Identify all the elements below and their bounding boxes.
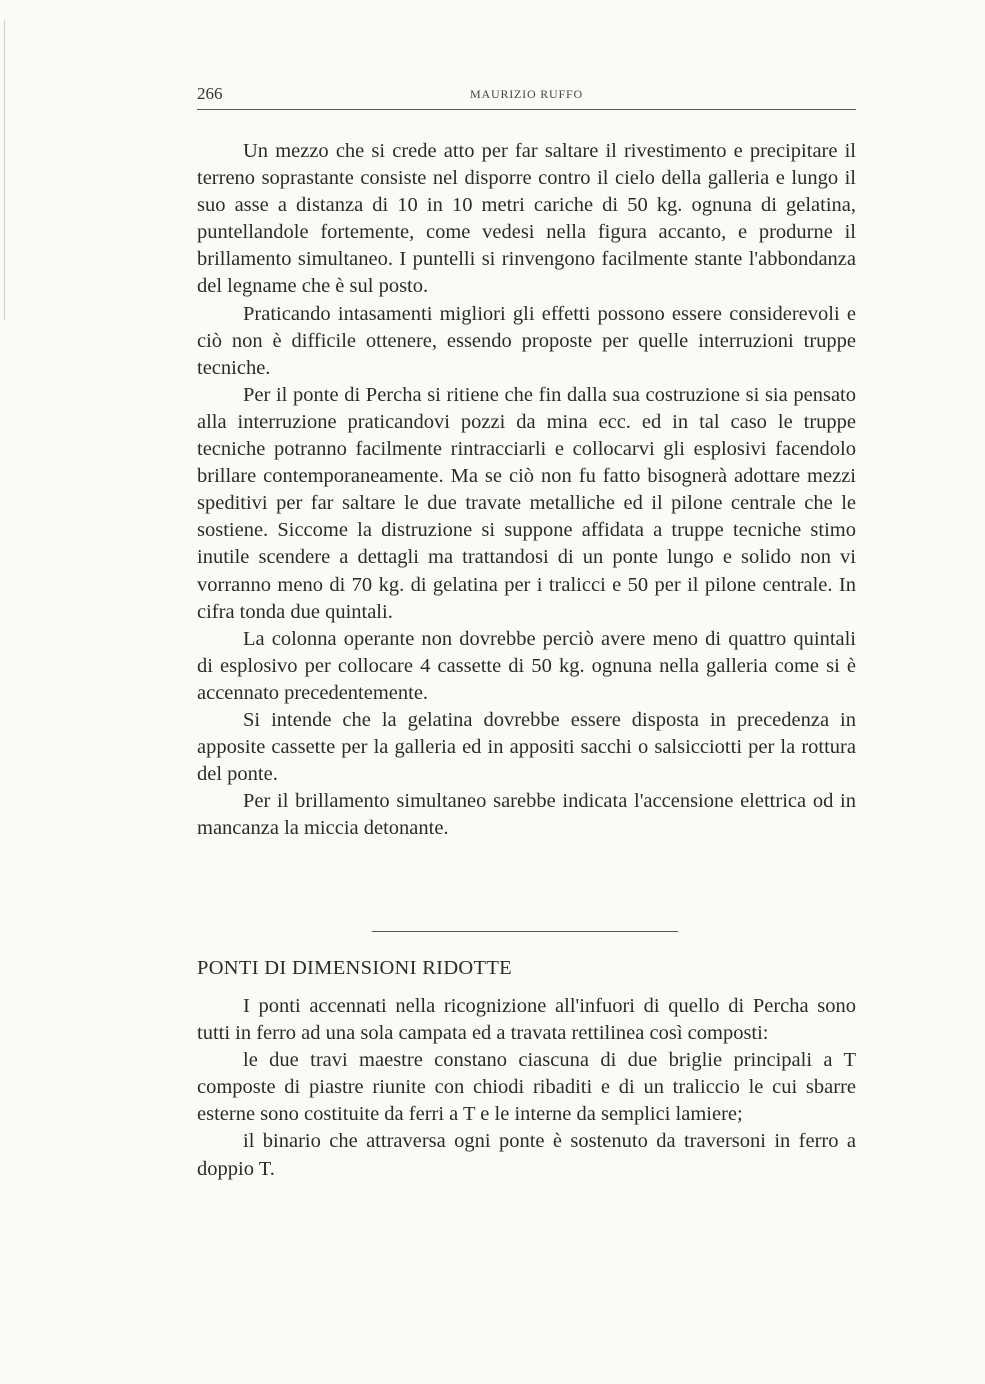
section-divider [372,931,678,932]
page-number: 266 [197,84,223,103]
paragraph: le due travi maestre constano ciascuna di due briglie principali a T composte di piastre riunite con chiodi ribaditi e di un traliccio le cui sbarre esterne sono costituite da ferri a T e le interne da semplici lamiere; [197,1049,856,1126]
paragraph: La colonna operante non dovrebbe perciò avere meno di quattro quintali di esplosivo per collocare 4 cassette di 50 kg. ognuna nella galleria come si è accennato precedentemente. [197,627,856,704]
page-header [197,84,856,108]
binding-edge [4,20,5,320]
paragraph: Praticando intasamenti migliori gli effetti possono essere considerevoli e ciò non è difficile ottenere, essendo proposte per quelle interruzioni truppe tecniche. [197,302,856,379]
paragraph: il binario che attraversa ogni ponte è sostenuto da traversoni in ferro a doppio T. [197,1130,856,1180]
paragraph: Per il ponte di Percha si ritiene che fin dalla sua costruzione si sia pensato alla interruzione praticandovi pozzi da mina ecc. ed in tal caso le truppe tecniche potranno facilmente rintracciarli e collocarvi gli esplosivi facendolo brillare contemporaneamente. Ma se ciò non fu fatto bisognerà adottare mezzi speditivi per far saltare le due travate metalliche ed il pilone centrale che le sostiene. Siccome la distruzione si suppone affidata a truppe tecniche stimo inutile scendere a dettagli ma trattandosi di un ponte lungo e solido non vi vorranno meno di 70 kg. di gelatina per i tralicci e 50 per il pilone centrale. In cifra tonda due quintali. [197,383,856,623]
paragraph: Per il brillamento simultaneo sarebbe indicata l'accensione elettrica od in mancanza la miccia detonante. [197,790,856,840]
section-heading: PONTI DI DIMENSIONI RIDOTTE [197,957,512,979]
running-head: MAURIZIO RUFFO [470,87,583,101]
body-text [197,138,856,842]
paragraph: Un mezzo che si crede atto per far saltare il rivestimento e precipitare il terreno soprastante consiste nel disporre contro il cielo della galleria e lungo il suo asse a distanza di 10 in 10 metri cariche di 50 kg. ognuna di gelatina, puntellandole fortemente, come vedesi nella figura accanto, e produrne il brillamento simultaneo. I puntelli si rinvengono facilmente stante l'abbondanza del legname che è sul posto. [197,140,856,298]
paragraph: I ponti accennati nella ricognizione all'infuori di quello di Percha sono tutti in ferro ad una sola campata ed a travata rettilinea così composti: [197,995,856,1045]
section-text [197,993,856,1183]
header-rule [197,109,856,110]
paragraph: Si intende che la gelatina dovrebbe essere disposta in precedenza in apposite cassette per la galleria ed in appositi sacchi o salsicciotti per la rottura del ponte. [197,708,856,786]
